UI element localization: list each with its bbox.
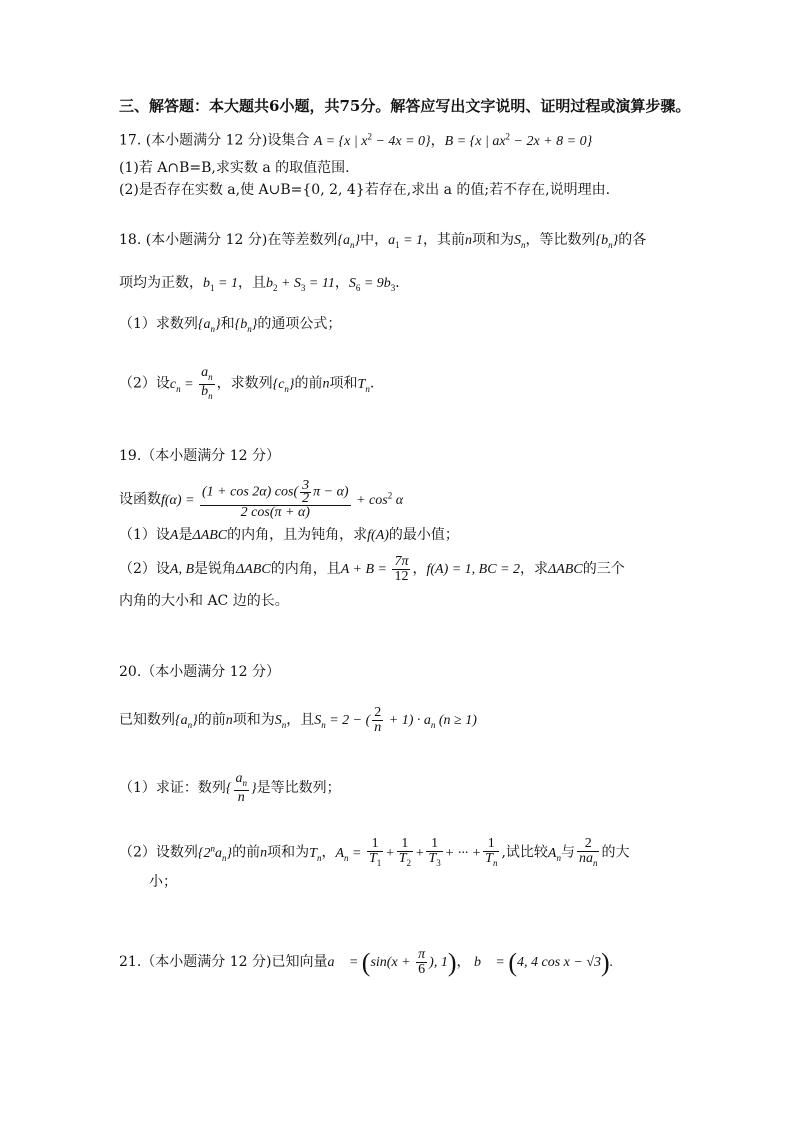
q18-part1-seq-b: $\{b_n\}$ — [234, 317, 258, 334]
q18-part2: （2）设$c_n$ = $\frac{a_n}{b_n}$ ，求数列$\{c_n\}$的前n项和$T_n$. — [119, 365, 375, 401]
q18-seq-b: $\{b_n\}$ — [595, 233, 619, 250]
q19-triangle2: ΔABC — [236, 562, 271, 577]
q20-part1-a: （1）求证：数列 — [119, 780, 226, 796]
q20-stem-a: 已知数列 — [119, 712, 175, 728]
q21-stem — [119, 944, 613, 981]
q18-part1-a: （1）求数列 — [119, 316, 198, 332]
q17-stem — [119, 126, 592, 152]
q18-part1-b: 和 — [220, 316, 235, 332]
q19-part2-line2: 内角的大小和 AC 边的长。 — [119, 593, 289, 609]
q19-title: 19.（本小题满分 12 分） — [119, 448, 280, 464]
q18-line2-b: ，且 — [237, 275, 266, 291]
q17-set-formulas: A = {x | $x^2 - 4x = 0$}，B = {x | $ax^2 - 2x + 8 = 0$} — [313, 131, 593, 149]
q20-stem-d: ，且 — [286, 712, 315, 728]
q19-part2-d: ，求 — [520, 561, 549, 577]
q19-part2 — [119, 552, 625, 587]
q18-stem — [119, 230, 646, 255]
q20-stem — [119, 700, 477, 745]
q20-seq-frac: { $\frac{a_n}{n}$ } — [225, 771, 257, 806]
q20-part2-b: 的前 — [232, 844, 261, 861]
q20-Tn: $T_n$ — [309, 845, 322, 863]
q18-stem-d: 项和为 — [472, 232, 515, 248]
q20-n: n — [225, 713, 233, 728]
q20-part2-d: ， — [321, 844, 336, 861]
q20-title: 20.（本小题满分 12 分） — [119, 664, 280, 680]
q20-An: $A_n$ — [547, 845, 561, 863]
q21-vectors: a⃗ = (sin(x + $\frac{\pi}{6}$ ), 1)， b⃗ = (4, 4 cos x − √3). — [327, 947, 614, 978]
q18-a1: $a_1 = 1$ — [388, 233, 424, 250]
q19-fA: f(A) — [367, 528, 389, 543]
q18-stem-f: 的各 — [618, 232, 647, 248]
q18-stem-e: ，等比数列 — [525, 232, 596, 248]
q20-part2-g: 的大 — [601, 844, 630, 861]
q20-An-formula: $A_n$ = $\frac{1}{T_1}$ + $\frac{1}{T_2}$ + $\frac{1}{T_3}$ + ··· + $\frac{1}{T_n}$ — [335, 836, 498, 868]
q19-part1-d: 的最小值； — [388, 527, 459, 543]
q20-seq-2n: $\{2^na_n\}$ — [197, 843, 233, 863]
q18-part2-c: 的前 — [294, 375, 323, 392]
q18-part1-c: 的通项公式； — [257, 316, 342, 332]
q18-part2-d: 项和 — [329, 375, 358, 392]
q19-AB: A, B — [169, 562, 195, 577]
q18-line2-a: 项均为正数， — [119, 275, 203, 291]
q20-part2-e: 试比较 — [505, 844, 548, 861]
q19-triangle: ΔABC — [192, 528, 228, 543]
q20-part2-c: 项和为 — [267, 844, 310, 861]
q20-stem-c: 项和为 — [232, 712, 275, 728]
q18-stem-a: 18. (本小题满分 12 分)在等差数列 — [119, 232, 338, 248]
q19-part2-b: 是锐角 — [194, 561, 237, 577]
q19-func-formula: f(α) = (1 + cos 2α) cos( $\frac{3}{2}$ π − α) 2 cos(π + α) + $\cos^2 \alpha$ — [161, 478, 404, 521]
q20-part2: （2）设数列$\{2^na_n\}$的前n项和为$T_n$，$A_n$ = $\frac{1}{T_1}$ + $\frac{1}{T_2}$ + $\frac{1}{T_3}$ + ··· + $\frac{1}{T_n}$ ,试比较$A_n$与 $\frac{2}{na_n}$ 的大 — [119, 836, 630, 868]
q19-part1-c: 的内角，且为钝角，求 — [227, 527, 368, 543]
q19-part1 — [119, 525, 459, 546]
q20-seq-a: $\{a_n\}$ — [175, 713, 198, 730]
q19-A: A — [169, 528, 179, 543]
q18-Tn: $T_n$ — [357, 376, 370, 394]
q20-part1 — [119, 770, 341, 807]
q20-part2-line2: 小； — [149, 874, 177, 890]
section-heading: 三、解答题：本大题共6小题，共75分。解答应写出文字说明、证明过程或演算步骤。 — [119, 97, 691, 115]
q20-Sn: $S_n$ — [274, 713, 287, 730]
q18-seq-a: $\{a_n\}$ — [337, 233, 361, 250]
q20-part1-b: 是等比数列； — [256, 780, 341, 796]
q18-part2-a: （2）设 — [119, 375, 170, 392]
q18-b1: $b_1 = 1$ — [203, 276, 238, 293]
q20-Sn-formula: $S_n = 2$ − ( $\frac{2}{n}$ + $1) \cdot a_n$ (n ≥ 1) — [314, 705, 477, 736]
q18-stem-b: 中， — [360, 232, 389, 248]
q19-part2-c: 的内角，且 — [270, 561, 341, 577]
q20-part2-f: 与 — [560, 844, 575, 861]
q19-function — [119, 468, 403, 528]
q18-part2-b: ，求数列 — [216, 375, 273, 392]
q18-stem-c: ，其前 — [423, 232, 466, 248]
q19-conditions: A + B = $\frac{7\pi}{12}$ ，f(A) = 1, BC = 2 — [340, 554, 521, 585]
q19-part2-e: 的三个 — [582, 561, 625, 577]
q18-part1-seq-a: $\{a_n\}$ — [197, 317, 221, 334]
q20-stem-b: 的前 — [197, 712, 226, 728]
q18-part2-n: n — [322, 376, 330, 392]
q20-compare-frac: $\frac{2}{na_n}$ — [578, 836, 598, 868]
q21-title: 21.（本小题满分 12 分)已知向量 — [119, 954, 328, 970]
q17-title: 17. (本小题满分 12 分)设集合 — [119, 132, 310, 149]
q19-triangle3: ΔABC — [548, 562, 583, 577]
q18-Sn: $S_n$ — [514, 233, 526, 250]
q18-cn-def: $c_n$ = $\frac{a_n}{b_n}$ — [169, 365, 213, 401]
q18-n: n — [465, 233, 473, 248]
q18-seq-c: $\{c_n\}$ — [272, 376, 295, 394]
q19-func-label: 设函数 — [119, 491, 161, 508]
q20-part2-n: n — [260, 845, 268, 861]
q18-conditions: $b_2 + S_3 = 11$，$S_6 = 9b_3$． — [265, 276, 410, 293]
q18-line2 — [119, 273, 409, 298]
q20-part2-a: （2）设数列 — [119, 844, 198, 861]
q19-part2-a: （2）设 — [119, 561, 170, 577]
q19-part1-a: （1）设 — [119, 527, 170, 543]
q18-part1 — [119, 314, 341, 339]
q17-part1: (1)若 A∩B=B,求实数 a 的取值范围. — [119, 160, 350, 176]
q19-part1-b: 是 — [178, 527, 193, 543]
q17-part2: (2)是否存在实数 a,使 A∪B={0, 2, 4}若存在,求出 a 的值;若不存在,说明理由. — [119, 182, 611, 198]
